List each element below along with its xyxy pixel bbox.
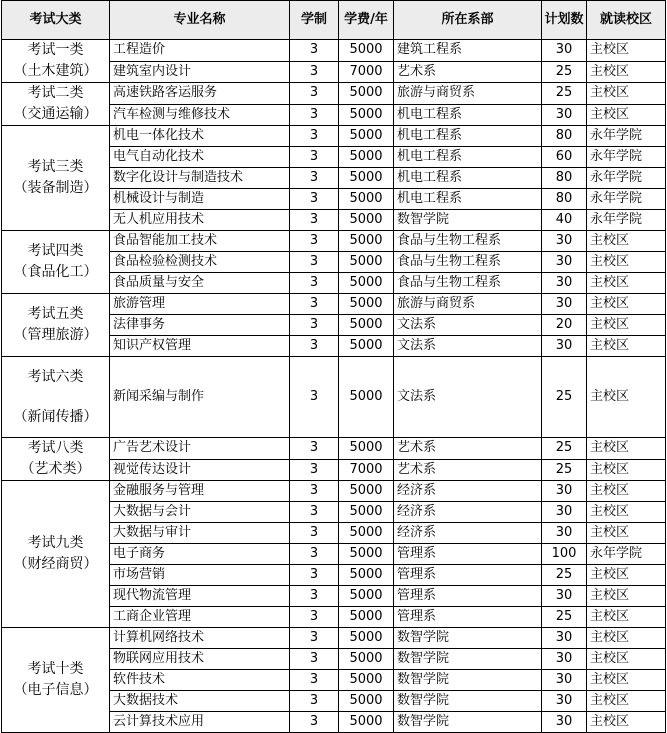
department-cell: 管理系: [394, 565, 542, 586]
category-name: 考试二类: [27, 85, 84, 101]
quota-cell: 30: [542, 586, 587, 607]
duration-cell: 3: [290, 315, 339, 336]
major-cell: 无人机应用技术: [110, 210, 290, 231]
fee-cell: 5000: [339, 502, 394, 523]
department-cell: 经济系: [394, 523, 542, 544]
major-cell: 现代物流管理: [110, 586, 290, 607]
fee-cell: 5000: [339, 565, 394, 586]
category-subtitle: （电子信息）: [13, 682, 98, 698]
category-name: 考试八类: [27, 440, 84, 456]
quota-cell: 30: [542, 40, 587, 62]
quota-cell: 30: [542, 691, 587, 712]
header-campus: 就读校区: [587, 1, 666, 40]
fee-cell: 5000: [339, 210, 394, 231]
duration-cell: 3: [290, 294, 339, 315]
header-row: [2, 1, 666, 40]
fee-cell: 5000: [339, 189, 394, 210]
department-cell: 数智学院: [394, 712, 542, 733]
campus-cell: 永年学院: [587, 544, 666, 565]
category-name: 考试一类: [27, 42, 84, 58]
category-name: 考试六类: [27, 369, 84, 385]
campus-cell: 主校区: [587, 273, 666, 294]
fee-cell: 5000: [339, 649, 394, 670]
major-cell: 广告艺术设计: [110, 438, 290, 460]
major-cell: 计算机网络技术: [110, 628, 290, 649]
header-major: 专业名称: [110, 1, 290, 40]
department-cell: 机电工程系: [394, 189, 542, 210]
quota-cell: 25: [542, 61, 587, 83]
duration-cell: 3: [290, 586, 339, 607]
campus-cell: 主校区: [587, 252, 666, 273]
quota-cell: 40: [542, 210, 587, 231]
quota-cell: 30: [542, 502, 587, 523]
quota-cell: 30: [542, 231, 587, 252]
category-subtitle: （新闻传播）: [13, 409, 98, 425]
fee-cell: 5000: [339, 357, 394, 438]
quota-cell: 30: [542, 252, 587, 273]
fee-cell: 5000: [339, 607, 394, 628]
table-row: [2, 628, 666, 649]
campus-cell: 主校区: [587, 481, 666, 502]
table-row: [2, 357, 666, 438]
fee-cell: 5000: [339, 586, 394, 607]
major-cell: 大数据与会计: [110, 502, 290, 523]
fee-cell: 5000: [339, 40, 394, 62]
duration-cell: 3: [290, 438, 339, 460]
header-department: 所在系部: [394, 1, 542, 40]
quota-cell: 60: [542, 147, 587, 168]
department-cell: 旅游与商贸系: [394, 83, 542, 105]
fee-cell: 5000: [339, 231, 394, 252]
fee-cell: 5000: [339, 336, 394, 357]
category-name: 考试三类: [27, 159, 84, 175]
duration-cell: 3: [290, 481, 339, 502]
category-subtitle: （管理旅游）: [13, 327, 98, 343]
department-cell: 数智学院: [394, 691, 542, 712]
duration-cell: 3: [290, 104, 339, 126]
department-cell: 文法系: [394, 336, 542, 357]
duration-cell: 3: [290, 712, 339, 733]
campus-cell: 主校区: [587, 104, 666, 126]
category-cell: [2, 294, 110, 357]
campus-cell: 永年学院: [587, 126, 666, 147]
fee-cell: 5000: [339, 147, 394, 168]
major-cell: 机械设计与制造: [110, 189, 290, 210]
major-cell: 汽车检测与维修技术: [110, 104, 290, 126]
campus-cell: 主校区: [587, 315, 666, 336]
duration-cell: 3: [290, 336, 339, 357]
department-cell: 数智学院: [394, 670, 542, 691]
fee-cell: 5000: [339, 544, 394, 565]
duration-cell: 3: [290, 649, 339, 670]
campus-cell: 永年学院: [587, 210, 666, 231]
table-row: [2, 294, 666, 315]
category-cell: [2, 438, 110, 481]
campus-cell: 主校区: [587, 61, 666, 83]
duration-cell: 3: [290, 544, 339, 565]
header-category: 考试大类: [2, 1, 110, 40]
duration-cell: 3: [290, 83, 339, 105]
table-row: [2, 438, 666, 460]
quota-cell: 30: [542, 523, 587, 544]
major-cell: 视觉传达设计: [110, 459, 290, 481]
quota-cell: 25: [542, 607, 587, 628]
department-cell: 文法系: [394, 357, 542, 438]
duration-cell: 3: [290, 273, 339, 294]
category-name: 考试十类: [27, 661, 84, 677]
fee-cell: 5000: [339, 126, 394, 147]
category-name: 考试五类: [27, 306, 84, 322]
campus-cell: 主校区: [587, 357, 666, 438]
quota-cell: 25: [542, 459, 587, 481]
quota-cell: 30: [542, 481, 587, 502]
table-row: [2, 40, 666, 62]
campus-cell: 主校区: [587, 691, 666, 712]
quota-cell: 30: [542, 273, 587, 294]
category-cell: [2, 126, 110, 231]
duration-cell: 3: [290, 691, 339, 712]
campus-cell: 主校区: [587, 83, 666, 105]
category-cell: [2, 481, 110, 628]
department-cell: 机电工程系: [394, 147, 542, 168]
campus-cell: 主校区: [587, 607, 666, 628]
department-cell: 管理系: [394, 607, 542, 628]
major-cell: 电气自动化技术: [110, 147, 290, 168]
department-cell: 艺术系: [394, 61, 542, 83]
department-cell: 数智学院: [394, 649, 542, 670]
fee-cell: 5000: [339, 670, 394, 691]
category-subtitle: （艺术类）: [20, 461, 91, 477]
campus-cell: 主校区: [587, 294, 666, 315]
duration-cell: 3: [290, 189, 339, 210]
category-cell: [2, 628, 110, 733]
fee-cell: 5000: [339, 481, 394, 502]
major-cell: 金融服务与管理: [110, 481, 290, 502]
major-cell: 电子商务: [110, 544, 290, 565]
major-cell: 知识产权管理: [110, 336, 290, 357]
department-cell: 机电工程系: [394, 126, 542, 147]
department-cell: 旅游与商贸系: [394, 294, 542, 315]
fee-cell: 7000: [339, 61, 394, 83]
fee-cell: 5000: [339, 712, 394, 733]
category-name: 考试四类: [27, 243, 84, 259]
campus-cell: 主校区: [587, 628, 666, 649]
quota-cell: 30: [542, 336, 587, 357]
campus-cell: 主校区: [587, 586, 666, 607]
quota-cell: 25: [542, 565, 587, 586]
major-cell: 法律事务: [110, 315, 290, 336]
fee-cell: 5000: [339, 294, 394, 315]
major-cell: 物联网应用技术: [110, 649, 290, 670]
quota-cell: 100: [542, 544, 587, 565]
table-body: [2, 40, 666, 733]
enrollment-plan-table: [1, 0, 666, 733]
fee-cell: 5000: [339, 104, 394, 126]
fee-cell: 5000: [339, 273, 394, 294]
quota-cell: 80: [542, 168, 587, 189]
table-row: [2, 83, 666, 105]
quota-cell: 30: [542, 712, 587, 733]
quota-cell: 30: [542, 104, 587, 126]
department-cell: 数智学院: [394, 628, 542, 649]
major-cell: 市场营销: [110, 565, 290, 586]
header-fee: 学费/年: [339, 1, 394, 40]
duration-cell: 3: [290, 210, 339, 231]
campus-cell: 永年学院: [587, 168, 666, 189]
department-cell: 文法系: [394, 315, 542, 336]
fee-cell: 5000: [339, 83, 394, 105]
department-cell: 管理系: [394, 586, 542, 607]
category-subtitle: （财经商贸）: [13, 556, 98, 572]
category-subtitle: （交通运输）: [13, 106, 98, 122]
major-cell: 工商企业管理: [110, 607, 290, 628]
major-cell: 食品质量与安全: [110, 273, 290, 294]
campus-cell: 主校区: [587, 231, 666, 252]
category-cell: [2, 40, 110, 83]
campus-cell: 主校区: [587, 712, 666, 733]
duration-cell: 3: [290, 565, 339, 586]
table-row: [2, 481, 666, 502]
major-cell: 大数据与审计: [110, 523, 290, 544]
category-name: 考试九类: [27, 535, 84, 551]
major-cell: 大数据技术: [110, 691, 290, 712]
duration-cell: 3: [290, 231, 339, 252]
department-cell: 管理系: [394, 544, 542, 565]
campus-cell: 主校区: [587, 670, 666, 691]
major-cell: 食品检验检测技术: [110, 252, 290, 273]
department-cell: 艺术系: [394, 459, 542, 481]
header-quota: 计划数: [542, 1, 587, 40]
campus-cell: 主校区: [587, 336, 666, 357]
department-cell: 机电工程系: [394, 168, 542, 189]
quota-cell: 30: [542, 628, 587, 649]
quota-cell: 25: [542, 438, 587, 460]
fee-cell: 5000: [339, 168, 394, 189]
campus-cell: 主校区: [587, 502, 666, 523]
quota-cell: 30: [542, 670, 587, 691]
major-cell: 云计算技术应用: [110, 712, 290, 733]
duration-cell: 3: [290, 147, 339, 168]
campus-cell: 主校区: [587, 649, 666, 670]
quota-cell: 30: [542, 294, 587, 315]
duration-cell: 3: [290, 502, 339, 523]
department-cell: 食品与生物工程系: [394, 252, 542, 273]
header-duration: 学制: [290, 1, 339, 40]
quota-cell: 80: [542, 126, 587, 147]
table-row: [2, 126, 666, 147]
duration-cell: 3: [290, 61, 339, 83]
campus-cell: 主校区: [587, 40, 666, 62]
duration-cell: 3: [290, 40, 339, 62]
department-cell: 数智学院: [394, 210, 542, 231]
fee-cell: 5000: [339, 315, 394, 336]
department-cell: 机电工程系: [394, 104, 542, 126]
fee-cell: 5000: [339, 523, 394, 544]
duration-cell: 3: [290, 628, 339, 649]
campus-cell: 主校区: [587, 459, 666, 481]
fee-cell: 7000: [339, 459, 394, 481]
quota-cell: 25: [542, 357, 587, 438]
duration-cell: 3: [290, 168, 339, 189]
major-cell: 新闻采编与制作: [110, 357, 290, 438]
major-cell: 软件技术: [110, 670, 290, 691]
duration-cell: 3: [290, 252, 339, 273]
major-cell: 工程造价: [110, 40, 290, 62]
major-cell: 食品智能加工技术: [110, 231, 290, 252]
category-cell: [2, 83, 110, 126]
duration-cell: 3: [290, 357, 339, 438]
quota-cell: 25: [542, 83, 587, 105]
department-cell: 艺术系: [394, 438, 542, 460]
department-cell: 经济系: [394, 481, 542, 502]
quota-cell: 20: [542, 315, 587, 336]
quota-cell: 30: [542, 649, 587, 670]
duration-cell: 3: [290, 523, 339, 544]
category-subtitle: （装备制造）: [13, 180, 98, 196]
major-cell: 数字化设计与制造技术: [110, 168, 290, 189]
department-cell: 食品与生物工程系: [394, 231, 542, 252]
campus-cell: 主校区: [587, 565, 666, 586]
duration-cell: 3: [290, 607, 339, 628]
department-cell: 食品与生物工程系: [394, 273, 542, 294]
category-subtitle: （食品化工）: [13, 264, 98, 280]
campus-cell: 永年学院: [587, 189, 666, 210]
campus-cell: 永年学院: [587, 147, 666, 168]
fee-cell: 5000: [339, 628, 394, 649]
department-cell: 建筑工程系: [394, 40, 542, 62]
campus-cell: 主校区: [587, 438, 666, 460]
category-subtitle: （土木建筑）: [13, 63, 98, 79]
major-cell: 建筑室内设计: [110, 61, 290, 83]
department-cell: 经济系: [394, 502, 542, 523]
major-cell: 旅游管理: [110, 294, 290, 315]
fee-cell: 5000: [339, 691, 394, 712]
category-cell: [2, 357, 110, 438]
duration-cell: 3: [290, 126, 339, 147]
fee-cell: 5000: [339, 252, 394, 273]
quota-cell: 80: [542, 189, 587, 210]
duration-cell: 3: [290, 670, 339, 691]
category-cell: [2, 231, 110, 294]
campus-cell: 主校区: [587, 523, 666, 544]
duration-cell: 3: [290, 459, 339, 481]
table-row: [2, 231, 666, 252]
fee-cell: 5000: [339, 438, 394, 460]
major-cell: 机电一体化技术: [110, 126, 290, 147]
major-cell: 高速铁路客运服务: [110, 83, 290, 105]
